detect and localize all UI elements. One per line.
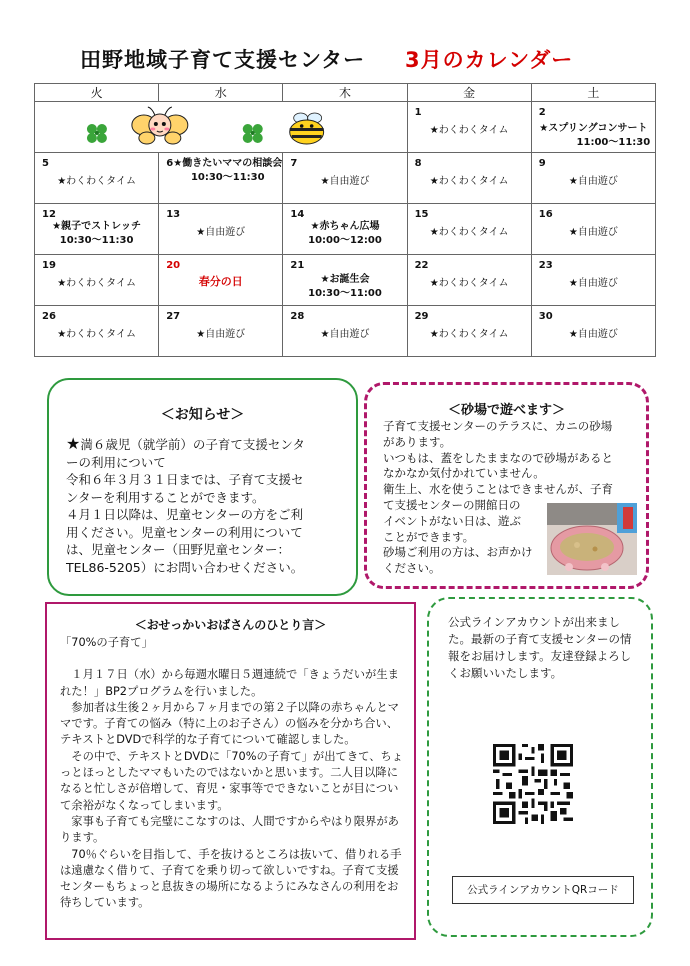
- calendar-day: [159, 306, 283, 357]
- sandbox-line: があります。: [383, 434, 452, 449]
- calendar-title: 3月のカレンダー: [405, 48, 574, 72]
- sandbox-line: て支援センターの開館日の: [383, 497, 521, 512]
- calendar-table: [34, 83, 656, 357]
- day-event: ★わくわくタイム: [57, 278, 136, 289]
- day-number: 2: [538, 107, 546, 118]
- calendar-day: [35, 306, 159, 357]
- notice-line: TEL86-5205）にお問い合わせください。: [66, 559, 304, 575]
- calendar-day: [531, 204, 655, 255]
- event-title: ★スプリングコンサート: [539, 123, 648, 134]
- day-number: 1: [414, 107, 422, 118]
- event-title: ★親子でストレッチ: [52, 221, 142, 232]
- notice-line: ンターを利用することができます。: [66, 489, 265, 505]
- day-event: ★自由遊び: [196, 227, 246, 238]
- notice-body: [66, 435, 351, 576]
- calendar-day: [35, 204, 159, 255]
- event-time: 10:30～11:00: [308, 288, 382, 299]
- notice-line: ４月１日以降は、児童センターの方をご利: [66, 507, 304, 522]
- bug-clover-illustration: [35, 102, 407, 152]
- center-title: 田野地域子育て支援センター: [80, 48, 366, 72]
- day-event: ★わくわくタイム: [429, 329, 509, 340]
- calendar-week: [35, 306, 656, 357]
- notice-box: [47, 378, 358, 596]
- day-number: 27: [166, 311, 181, 322]
- calendar-week: [35, 255, 656, 306]
- column-paragraph: １月１７日（水）から毎週水曜日５週連続で「きょうだいが生まれた！」BP2プログラムを行いました。: [60, 668, 399, 698]
- day-number: 16: [538, 209, 553, 220]
- calendar-day: [531, 255, 655, 306]
- day-number: 20: [166, 260, 181, 271]
- day-event: ★自由遊び: [568, 278, 618, 289]
- weekday-header-row: [35, 84, 656, 102]
- day-number: 15: [414, 209, 429, 220]
- column-body: [60, 635, 408, 912]
- decoration-cell: [35, 102, 408, 153]
- star-icon: ★: [66, 434, 81, 453]
- notice-line: 令和６年３月３１日までは、子育て支援セ: [66, 472, 304, 487]
- calendar-day: [531, 102, 655, 153]
- sandbox-line: ことができます。: [383, 529, 475, 544]
- event-title: ★働きたいママの相談会: [173, 158, 283, 169]
- day-number: 19: [42, 260, 56, 271]
- sandbox-line: なかなか気付かれていません。: [383, 466, 545, 481]
- clover-icon: [87, 124, 107, 143]
- day-event: ★自由遊び: [568, 176, 618, 187]
- weekday-header: 金: [407, 84, 531, 102]
- event-title: ★お誕生会: [320, 274, 370, 285]
- calendar-day: [35, 255, 159, 306]
- weekday-header: 木: [283, 84, 407, 102]
- day-number: 28: [290, 311, 305, 322]
- calendar-day: [159, 153, 283, 204]
- column-subtitle: 「70%の子育て」: [60, 636, 153, 649]
- day-event: [35, 220, 158, 248]
- weekday-header: 火: [35, 84, 159, 102]
- day-number: 21: [290, 260, 305, 271]
- column-paragraph: 家事も子育ても完璧にこなすのは、人間ですからやはり限界があります。: [60, 814, 399, 845]
- calendar-day: [35, 153, 159, 204]
- calendar-day-holiday: [159, 255, 283, 306]
- day-event: ★自由遊び: [568, 227, 618, 238]
- day-event: ★わくわくタイム: [429, 125, 509, 136]
- day-number: 30: [538, 311, 553, 322]
- calendar-day: [407, 153, 531, 204]
- day-event: ★自由遊び: [568, 329, 618, 340]
- calendar-week: [35, 153, 656, 204]
- qr-code-icon[interactable]: [493, 744, 573, 824]
- sandbox-line: いつもは、蓋をしたままなので砂場があると: [383, 450, 613, 465]
- butterfly-icon: [132, 107, 188, 144]
- day-number: 5: [42, 158, 49, 169]
- notice-title: ＜お知らせ＞: [160, 407, 245, 423]
- sandbox-title: ＜砂場で遊べます＞: [447, 403, 565, 418]
- crab-sandbox-photo: [547, 503, 637, 575]
- event-time: 10:30～11:30: [190, 172, 265, 183]
- weekday-header: 土: [531, 84, 655, 102]
- event-time: 10:00～12:00: [308, 235, 382, 246]
- weekday-header: 水: [159, 84, 283, 102]
- column-paragraph: 参加者は生後２ヶ月から７ヶ月までの第２子以降の赤ちゃんとママです。子育ての悩み（特に上のお子さん）の悩みを分かち合い、テキストとDVDで科学的な子育てについて確認しました。: [60, 700, 399, 747]
- day-number: 7: [290, 158, 298, 169]
- day-number: 8: [414, 158, 422, 169]
- day-number: 26: [42, 311, 56, 322]
- event-time: 11:00～11:30: [576, 137, 651, 148]
- notice-line: ★満６歳児（就学前）の子育て支援センタ: [66, 434, 305, 453]
- sandbox-line: 衛生上、水を使うことはできませんが、子育: [383, 482, 613, 497]
- day-event: ★わくわくタイム: [57, 176, 136, 187]
- day-number: 14: [290, 209, 305, 220]
- line-account-text: 公式ラインアカウントが出来ました。最新の子育て支援センターの情報をお届けします。友達登録よろしくお願いいたします。: [448, 615, 632, 680]
- calendar-day: [159, 204, 283, 255]
- bee-icon: [290, 113, 324, 144]
- day-event: [283, 273, 406, 301]
- day-number: 6: [166, 158, 174, 169]
- calendar-day: [283, 306, 407, 357]
- calendar-day: [407, 306, 531, 357]
- notice-line: ーの利用について: [66, 454, 166, 470]
- notice-line: は、児童センター（田野児童センター：: [66, 542, 291, 557]
- day-number: 23: [538, 260, 553, 271]
- event-time: 10:30～11:30: [59, 235, 134, 246]
- calendar-day: [283, 255, 407, 306]
- calendar-week: [35, 102, 656, 153]
- calendar-day: [531, 153, 655, 204]
- calendar-day: [531, 306, 655, 357]
- day-event: ★わくわくタイム: [429, 176, 509, 187]
- column-title: ＜おせっかいおばさんのひとり言＞: [134, 618, 327, 632]
- day-number: 22: [414, 260, 429, 271]
- day-event: ★わくわくタイム: [429, 278, 509, 289]
- event-title: ★赤ちゃん広場: [310, 221, 380, 232]
- day-event: [283, 220, 406, 248]
- day-event: ★自由遊び: [196, 329, 246, 340]
- day-number: 12: [42, 209, 56, 220]
- day-number: 13: [166, 209, 181, 220]
- day-event: [532, 122, 655, 150]
- sandbox-line: 砂場ご利用の方は、お声かけ: [383, 545, 533, 560]
- calendar-day: [407, 102, 531, 153]
- calendar-day: [283, 204, 407, 255]
- day-event: ★わくわくタイム: [429, 227, 509, 238]
- sandbox-line: ください。: [383, 561, 441, 576]
- sandbox-line: イベントがない日は、遊ぶ: [383, 513, 521, 528]
- day-event: ★自由遊び: [320, 329, 370, 340]
- column-box: [45, 602, 416, 940]
- day-event: [159, 157, 282, 185]
- column-paragraph: 70％ぐらいを目指して、手を抜けるところは抜いて、借りれる手は遠慮なく借りて、子育てを乗り切って欲しいですね。子育て支援センターもちょっと息抜きの場所になるようにみなさんの利用をお待ちしています。: [60, 847, 402, 910]
- day-number: 9: [538, 158, 546, 169]
- qr-caption: 公式ラインアカウントQRコード: [452, 876, 634, 904]
- sandbox-box: [364, 382, 649, 589]
- line-account-box: [427, 597, 653, 937]
- notice-line: 用ください。児童センターの利用について: [66, 524, 303, 540]
- day-event: ★わくわくタイム: [57, 329, 136, 340]
- day-event: ★自由遊び: [320, 176, 370, 187]
- calendar-day: [407, 255, 531, 306]
- column-paragraph: その中で、テキストとDVDに「70%の子育て」が出てきて、ちょっとほっとしたママもいたのではないかと思います。二人目以降になると忙しさが倍増して、育児・家事等でできないことが目について余裕がなくなってしまいます。: [60, 749, 404, 812]
- calendar-week: [35, 204, 656, 255]
- day-number: 29: [414, 311, 429, 322]
- clover-icon: [243, 124, 263, 143]
- calendar-day: [283, 153, 407, 204]
- calendar-day: [407, 204, 531, 255]
- page-header: [0, 44, 690, 74]
- holiday-label: 春分の日: [198, 275, 243, 288]
- sandbox-line: 子育て支援センターのテラスに、カニの砂場: [383, 419, 613, 433]
